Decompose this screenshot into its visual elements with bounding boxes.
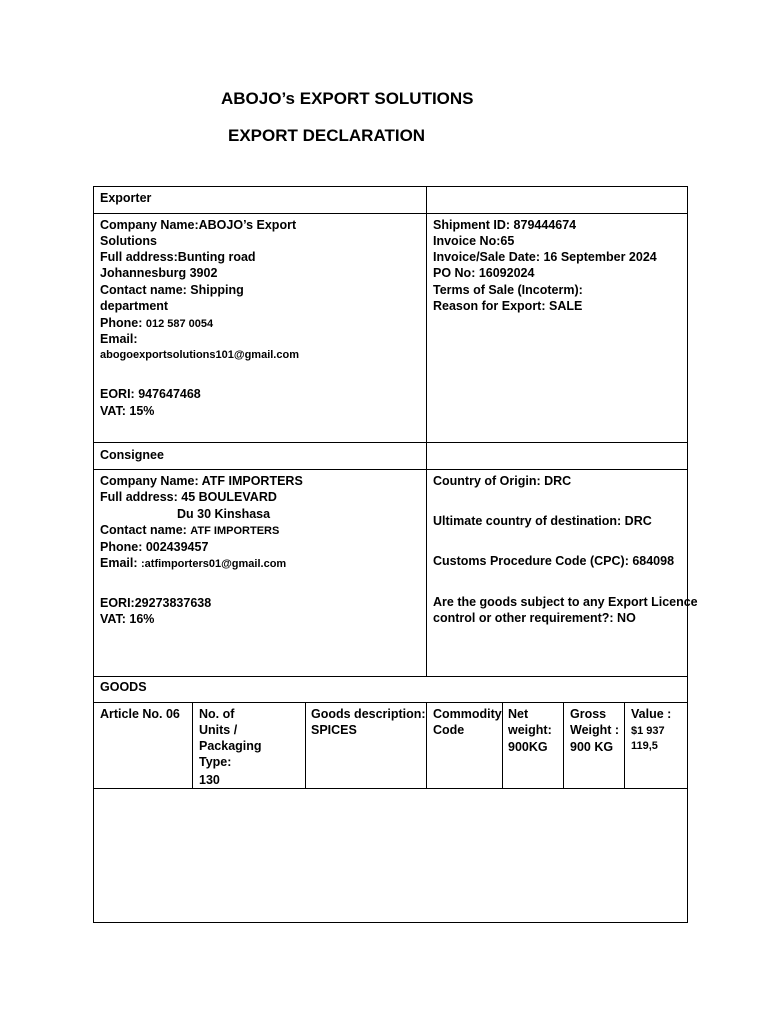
units-line: Packaging [199, 739, 262, 753]
consignee-contact-value: ATF IMPORTERS [190, 525, 280, 537]
terms-of-sale: Terms of Sale (Incoterm): [433, 283, 583, 297]
net-weight-value: 900KG [508, 740, 548, 754]
consignee-email [100, 555, 286, 572]
units-line: Units / [199, 723, 238, 737]
consignee-contact [100, 522, 279, 539]
table-border-top [93, 186, 688, 187]
invoice-no: Invoice No:65 [433, 234, 515, 248]
value-amount: $1 937 [631, 725, 665, 737]
goods-column-divider [563, 702, 564, 788]
consignee-contact-label: Contact name: [100, 523, 191, 537]
table-border-left [93, 186, 94, 923]
consignee-address: Full address: 45 BOULEVARD [100, 490, 277, 504]
row-divider [93, 442, 688, 443]
table-border-bottom [93, 922, 688, 923]
units-value: 130 [199, 773, 220, 787]
export-licence-question: Are the goods subject to any Export Licence [433, 595, 698, 609]
exporter-phone-value: 012 587 0054 [145, 318, 214, 330]
invoice-date: Invoice/Sale Date: 16 September 2024 [433, 250, 657, 264]
consignee-phone: Phone: 002439457 [100, 540, 209, 554]
destination-country: Ultimate country of destination: DRC [433, 514, 652, 528]
consignee-company-name: Company Name: ATF IMPORTERS [100, 474, 303, 488]
goods-column-divider [305, 702, 306, 788]
row-divider [93, 702, 688, 703]
export-licence-answer: control or other requirement?: NO [433, 611, 636, 625]
customs-procedure-code: Customs Procedure Code (CPC): 684098 [433, 554, 675, 568]
company-title: ABOJO’s EXPORT SOLUTIONS [221, 89, 474, 108]
table-border-right [687, 186, 688, 923]
exporter-email-label: Email: [100, 332, 138, 346]
commodity-code-label: Commodity [433, 707, 502, 721]
goods-column-divider [502, 702, 503, 788]
reason-for-export: Reason for Export: SALE [433, 299, 583, 313]
exporter-vat: VAT: 15% [100, 404, 155, 418]
exporter-email-value: abogoexportsolutions101@gmail.com [100, 349, 299, 361]
exporter-company-name: Company Name:ABOJO’s Export [100, 218, 297, 232]
consignee-address-cont: Du 30 Kinshasa [177, 507, 271, 521]
country-of-origin: Country of Origin: DRC [433, 474, 572, 488]
consignee-email-value: :atfimporters01@gmail.com [141, 558, 287, 570]
exporter-label: Exporter [100, 191, 152, 205]
consignee-label: Consignee [100, 448, 164, 462]
goods-column-divider [624, 702, 625, 788]
gross-weight-value: 900 KG [570, 740, 614, 754]
exporter-address-cont: Johannesburg 3902 [100, 266, 218, 280]
goods-description-label: Goods description: [311, 707, 426, 721]
exporter-phone [100, 315, 213, 332]
document-title: EXPORT DECLARATION [228, 126, 426, 145]
gross-weight-label: Gross [570, 707, 607, 721]
row-divider [93, 676, 688, 677]
goods-column-divider [426, 702, 427, 788]
units-line: Type: [199, 755, 232, 769]
goods-column-divider [192, 702, 193, 788]
consignee-email-label: Email: [100, 556, 141, 570]
gross-weight-label-cont: Weight : [570, 723, 620, 737]
consignee-vat: VAT: 16% [100, 612, 155, 626]
goods-description-value: SPICES [311, 723, 357, 737]
value-label: Value : [631, 707, 672, 721]
units-line: No. of [199, 707, 235, 721]
row-divider [93, 469, 688, 470]
shipment-id: Shipment ID: 879444674 [433, 218, 577, 232]
goods-label: GOODS [100, 680, 147, 694]
consignee-eori: EORI:29273837638 [100, 596, 212, 610]
exporter-address: Full address:Bunting road [100, 250, 256, 264]
row-divider [93, 788, 688, 789]
article-number: Article No. 06 [100, 707, 180, 721]
column-divider [426, 186, 427, 676]
commodity-code-label-cont: Code [433, 723, 465, 737]
exporter-contact: Contact name: Shipping [100, 283, 244, 297]
exporter-phone-label: Phone: [100, 316, 146, 330]
exporter-contact-cont: department [100, 299, 169, 313]
value-amount-cont: 119,5 [631, 740, 658, 752]
row-divider [93, 213, 688, 214]
net-weight-label-cont: weight: [508, 723, 552, 737]
po-no: PO No: 16092024 [433, 266, 535, 280]
net-weight-label: Net [508, 707, 529, 721]
exporter-eori: EORI: 947647468 [100, 387, 201, 401]
exporter-company-name-cont: Solutions [100, 234, 157, 248]
